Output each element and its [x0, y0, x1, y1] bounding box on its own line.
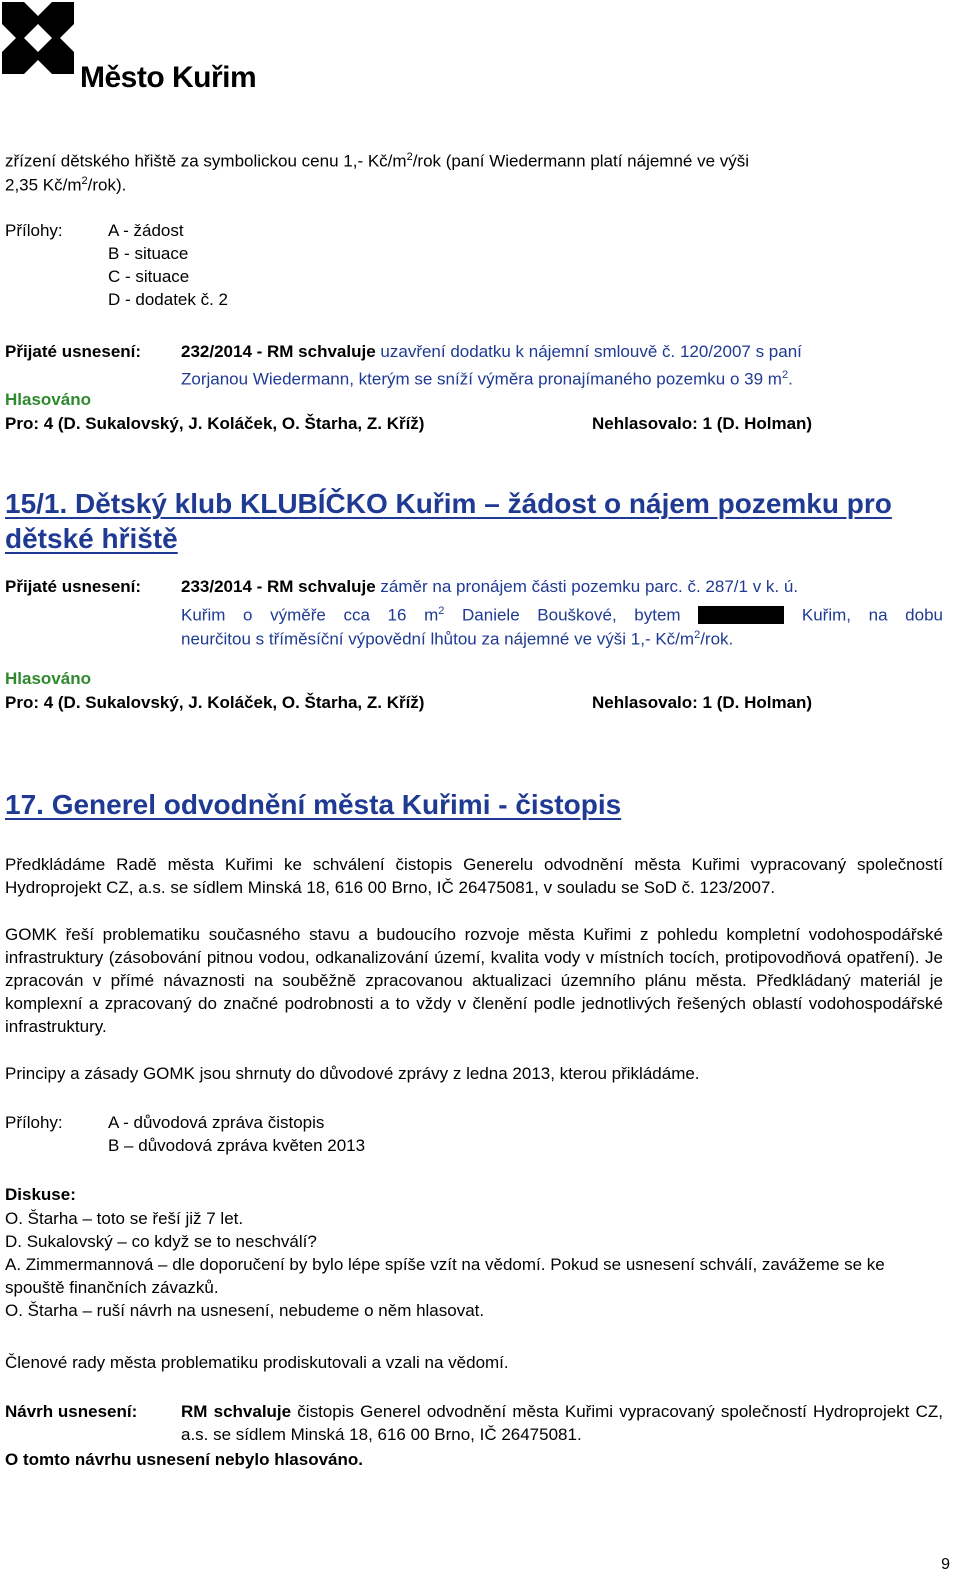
resolution-233-line-2: Kuřim o výměře cca 16 $m^2$ Daniele Bouškové, bytem Kuřim, na dobu: [181, 605, 943, 625]
page-number: 9: [941, 1556, 950, 1573]
section-17-title: 17. Generel odvodnění města Kuřimi - čistopis: [5, 789, 622, 820]
attachment-item: A - důvodová zpráva čistopis: [108, 1113, 325, 1132]
vote-abstain: Nehlasovalo: 1 (D. Holman): [592, 414, 813, 433]
redacted-block: [698, 606, 784, 624]
note: Členové rady města problematiku prodiskutovali a vzali na vědomí.: [5, 1353, 509, 1372]
attachments-list: [108, 1111, 365, 1157]
vote-heading: Hlasováno: [5, 669, 91, 688]
vote-pro: Pro: 4 (D. Sukalovský, J. Koláček, O. Štarha, Z. Kříž): [5, 693, 425, 712]
attachments-label: Přílohy:: [5, 221, 63, 240]
attachment-item: C - situace: [108, 267, 190, 286]
proposal-text: RM schvaluje čistopis Generel odvodnění města Kuřimi vypracovaný společností Hydroprojekt CZ, a.s. se sídlem Minská 18, 616 00 Brno, IČ 26475081.: [181, 1402, 943, 1444]
proposal-label: Návrh usnesení:: [5, 1402, 138, 1421]
vote-pro: Pro: 4 (D. Sukalovský, J. Koláček, O. Štarha, Z. Kříž): [5, 414, 425, 433]
no-vote-note: O tomto návrhu usnesení nebylo hlasováno.: [5, 1450, 364, 1469]
resolution-label: Přijaté usnesení:: [5, 577, 142, 596]
paragraph: Předkládáme Radě města Kuřimi ke schválení čistopis Generelu odvodnění města Kuřimi vypracovaný společností Hydroprojekt CZ, a.s. se sídlem Minská 18, 616 00 Brno, IČ 26475081, v souladu se SoD č. 123/2007.: [5, 855, 943, 897]
paragraph: GOMK řeší problematiku současného stavu a budoucího rozvoje města Kuřimi z pohledu kompletní vodohospodářské infrastruktury (zásobování pitnou vodou, odkanalizování území, kvalita vody v místních tocích, protipovodňová opatření). Je zpracován v přímé návaznosti na souběžně zpracovanou aktualizaci územního plánu města. Předkládaný materiál je komplexní a zpracovaný do značné podrobnosti a to vždy v členění podle jednotlivých řešených oblastí vodohospodářské infrastruktury.: [5, 925, 943, 1036]
city-logo-icon: [2, 2, 74, 74]
attachments-label: Přílohy:: [5, 1113, 63, 1132]
discussion-line: O. Štarha – toto se řeší již 7 let.: [5, 1209, 244, 1228]
resolution-232-line-1: 232/2014 - RM schvaluje uzavření dodatku k nájemní smlouvě č. 120/2007 s paní: [181, 342, 802, 361]
resolution-233-line-3: neurčitou s tříměsíční výpovědní lhůtou za nájemné ve výši 1,- $Kč/m^2$/rok.: [181, 629, 734, 649]
attachment-item: B – důvodová zpráva květen 2013: [108, 1136, 366, 1155]
vote-abstain: Nehlasovalo: 1 (D. Holman): [592, 693, 813, 712]
attachments-list: [108, 219, 228, 311]
attachment-item: A - žádost: [108, 221, 184, 240]
discussion-line: O. Štarha – ruší návrh na usnesení, nebudeme o něm hlasovat.: [5, 1301, 485, 1320]
discussion-line: D. Sukalovský – co když se to neschválí?: [5, 1232, 317, 1251]
discussion-label: Diskuse:: [5, 1185, 76, 1204]
attachment-item: B - situace: [108, 244, 189, 263]
attachment-item: D - dodatek č. 2: [108, 290, 229, 309]
resolution-label: Přijaté usnesení:: [5, 342, 142, 361]
paragraph: Principy a zásady GOMK jsou shrnuty do důvodové zprávy z ledna 2013, kterou přikládáme.: [5, 1064, 700, 1083]
intro-line-2: 2,35 $Kč/m^2/rok$).: [5, 175, 127, 195]
resolution-233-line-1: 233/2014 - RM schvaluje záměr na pronájem části pozemku parc. č. 287/1 v k. ú.: [181, 577, 799, 596]
logo-text: Město Kuřim: [80, 61, 257, 94]
vote-heading: Hlasováno: [5, 390, 91, 409]
intro-line-1: zřízení dětského hřiště za symbolickou cenu 1,- $Kč/m^2$/rok (paní Wiedermann platí nájemné ve výši: [5, 151, 750, 171]
discussion-line: A. Zimmermannová – dle doporučení by bylo lépe spíše vzít na vědomí. Pokud se usnesení schválí, zavážeme se ke spouště finančních závazků.: [5, 1255, 885, 1297]
section-15-title: 15/1. Dětský klub KLUBÍČKO Kuřim – žádost o nájem pozemku pro dětské hřiště: [5, 488, 892, 554]
discussion-list: [5, 1207, 943, 1322]
resolution-232-line-2: Zorjanou Wiedermann, kterým se sníží výměra pronajímaného pozemku o 39 $m^2$.: [181, 369, 793, 389]
